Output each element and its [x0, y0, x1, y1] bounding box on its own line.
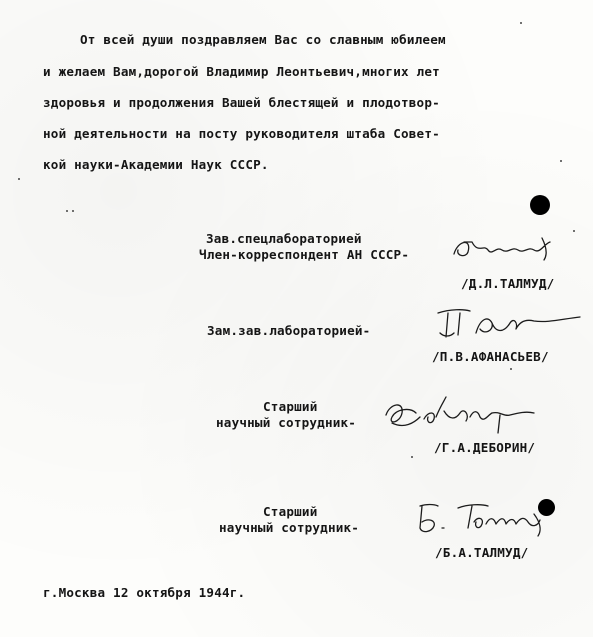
signatory-2-signature: [430, 303, 585, 345]
paragraph-line-4: ной деятельности на посту руководителя штаба Совет-: [43, 126, 440, 141]
signatory-1-name: /Д.Л.ТАЛМУД/: [461, 276, 555, 291]
ink-blot: [530, 195, 550, 215]
signatory-3-title-line-1: Старший: [263, 399, 318, 414]
signatory-1-title-line-1: Зав.спецлабораторией: [206, 231, 362, 246]
paper-speck: [18, 178, 20, 180]
signatory-3-name: /Г.А.ДЕБОРИН/: [434, 440, 536, 455]
place-date: г.Москва 12 октября 1944г.: [43, 585, 246, 600]
signatory-2-name: /П.В.АФАНАСЬЕВ/: [432, 349, 549, 364]
paper-speck: [510, 368, 512, 370]
signatory-2-title-line-1: Зам.зав.лабораторией-: [207, 323, 371, 338]
paper-speck: [66, 210, 68, 212]
paper-speck: [520, 22, 522, 24]
signatory-3-signature: [380, 393, 540, 439]
paragraph-line-3: здоровья и продолжения Вашей блестящей и плодотвор-: [43, 95, 440, 110]
signatory-4-name: /Б.А.ТАЛМУД/: [435, 545, 529, 560]
paragraph-line-1: От всей души поздравляем Вас со славным юбилеем: [80, 32, 446, 47]
signatory-4-title-line-1: Старший: [263, 504, 318, 519]
ink-blot: [538, 499, 555, 516]
paper-speck: [72, 210, 74, 212]
signatory-3-title-line-2: научный сотрудник-: [216, 415, 357, 430]
paper-speck: [560, 160, 562, 162]
paper-speck: [573, 230, 575, 232]
signatory-4-title-line-2: научный сотрудник-: [219, 520, 360, 535]
paragraph-line-5: кой науки-Академии Наук СССР.: [43, 157, 269, 172]
signatory-1-signature: [450, 232, 560, 262]
paper-speck: [411, 456, 413, 458]
signatory-1-title-line-2: Член-корреспондент АН СССР-: [199, 247, 410, 262]
paragraph-line-2: и желаем Вам,дорогой Владимир Леонтьевич,многих лет: [43, 64, 440, 79]
signatory-4-signature: [408, 498, 558, 538]
